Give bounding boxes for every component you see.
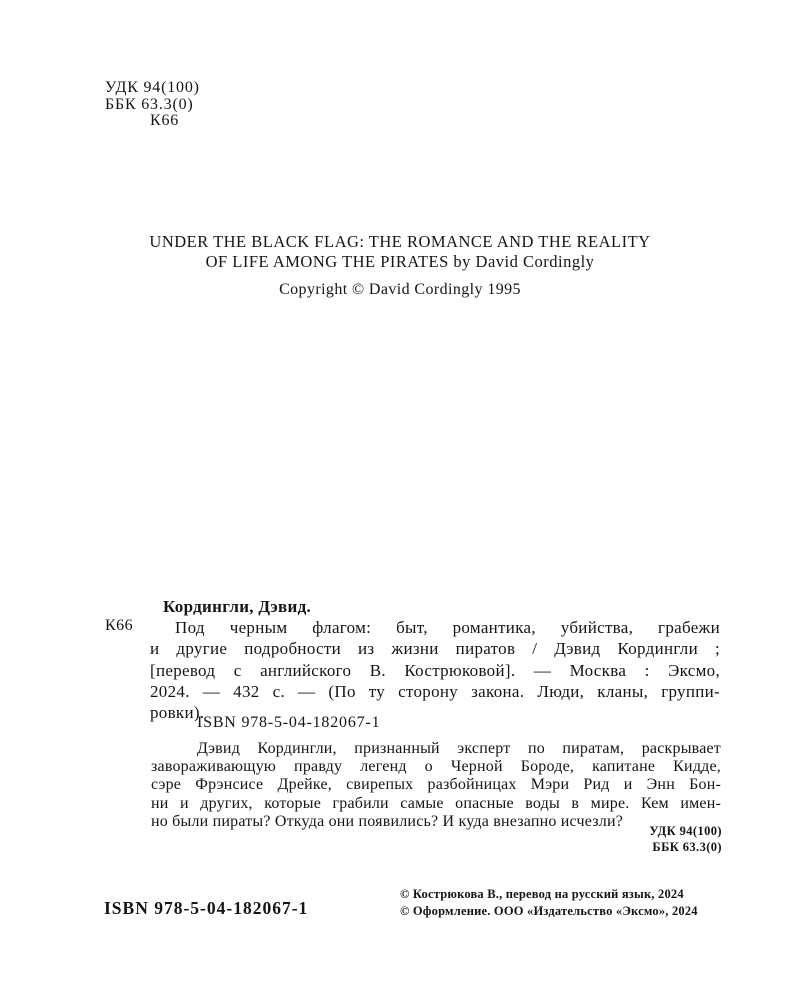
card-description-line: 2024. — 432 с. — (По ту сторону закона. Люди, кланы, группи- (150, 681, 720, 701)
original-edition-block (40, 232, 760, 300)
original-title-line1: UNDER THE BLACK FLAG: THE ROMANCE AND THE REALITY (149, 232, 651, 251)
top-catalog-codes (105, 80, 200, 130)
annotation-line: Дэвид Кордингли, признанный эксперт по пиратам, раскрывает (197, 740, 721, 757)
annotation-line: завораживающую правду легенд о Черной Бороде, капитане Кидде, (151, 758, 721, 776)
annotation-line: но были пираты? Откуда они появились? И куда внезапно исчезли? (151, 812, 624, 830)
copyright-translation: © Кострюкова В., перевод на русский язык, 2024 (400, 887, 684, 901)
udk-code-bottom: УДК 94(100) (649, 824, 722, 838)
bottom-catalog-codes (649, 824, 722, 855)
original-copyright: Copyright © David Cordingly 1995 (279, 281, 521, 298)
annotation-line: ни и других, которые грабили самые опасные воды в мире. Кем имен- (151, 794, 721, 812)
card-description-line: ровки). (150, 703, 205, 723)
card-author-sign: К66 (105, 617, 134, 634)
annotation-line: сэре Фрэнсисе Дрейке, свирепых разбойницах Мэри Рид и Энн Бон- (151, 776, 721, 794)
card-description-line: Под черным флагом: быт, романтика, убийства, грабежи (175, 618, 720, 638)
author-sign-code: К66 (150, 112, 180, 129)
annotation-paragraph (151, 740, 721, 831)
udk-code: УДК 94(100) (105, 79, 200, 96)
bbk-code: ББК 63.3(0) (105, 95, 194, 113)
bbk-code-bottom: ББК 63.3(0) (652, 839, 722, 854)
card-author: Кордингли, Дэвид. (163, 597, 312, 616)
footer-isbn: ISBN 978-5-04-182067-1 (104, 898, 309, 918)
card-description-line: [перевод с английского В. Кострюковой]. — Москва : Эксмо, (150, 660, 720, 680)
catalog-card (150, 596, 720, 723)
original-title-line2: OF LIFE AMONG THE PIRATES by David Cordingly (205, 251, 595, 271)
card-isbn: ISBN 978-5-04-182067-1 (197, 714, 381, 731)
footer-copyrights (400, 886, 698, 919)
card-description-line: и другие подробности из жизни пиратов / Дэвид Кордингли ; (150, 639, 720, 659)
copyright-design: © Оформление. ООО «Издательство «Эксмо», 2024 (400, 903, 698, 918)
